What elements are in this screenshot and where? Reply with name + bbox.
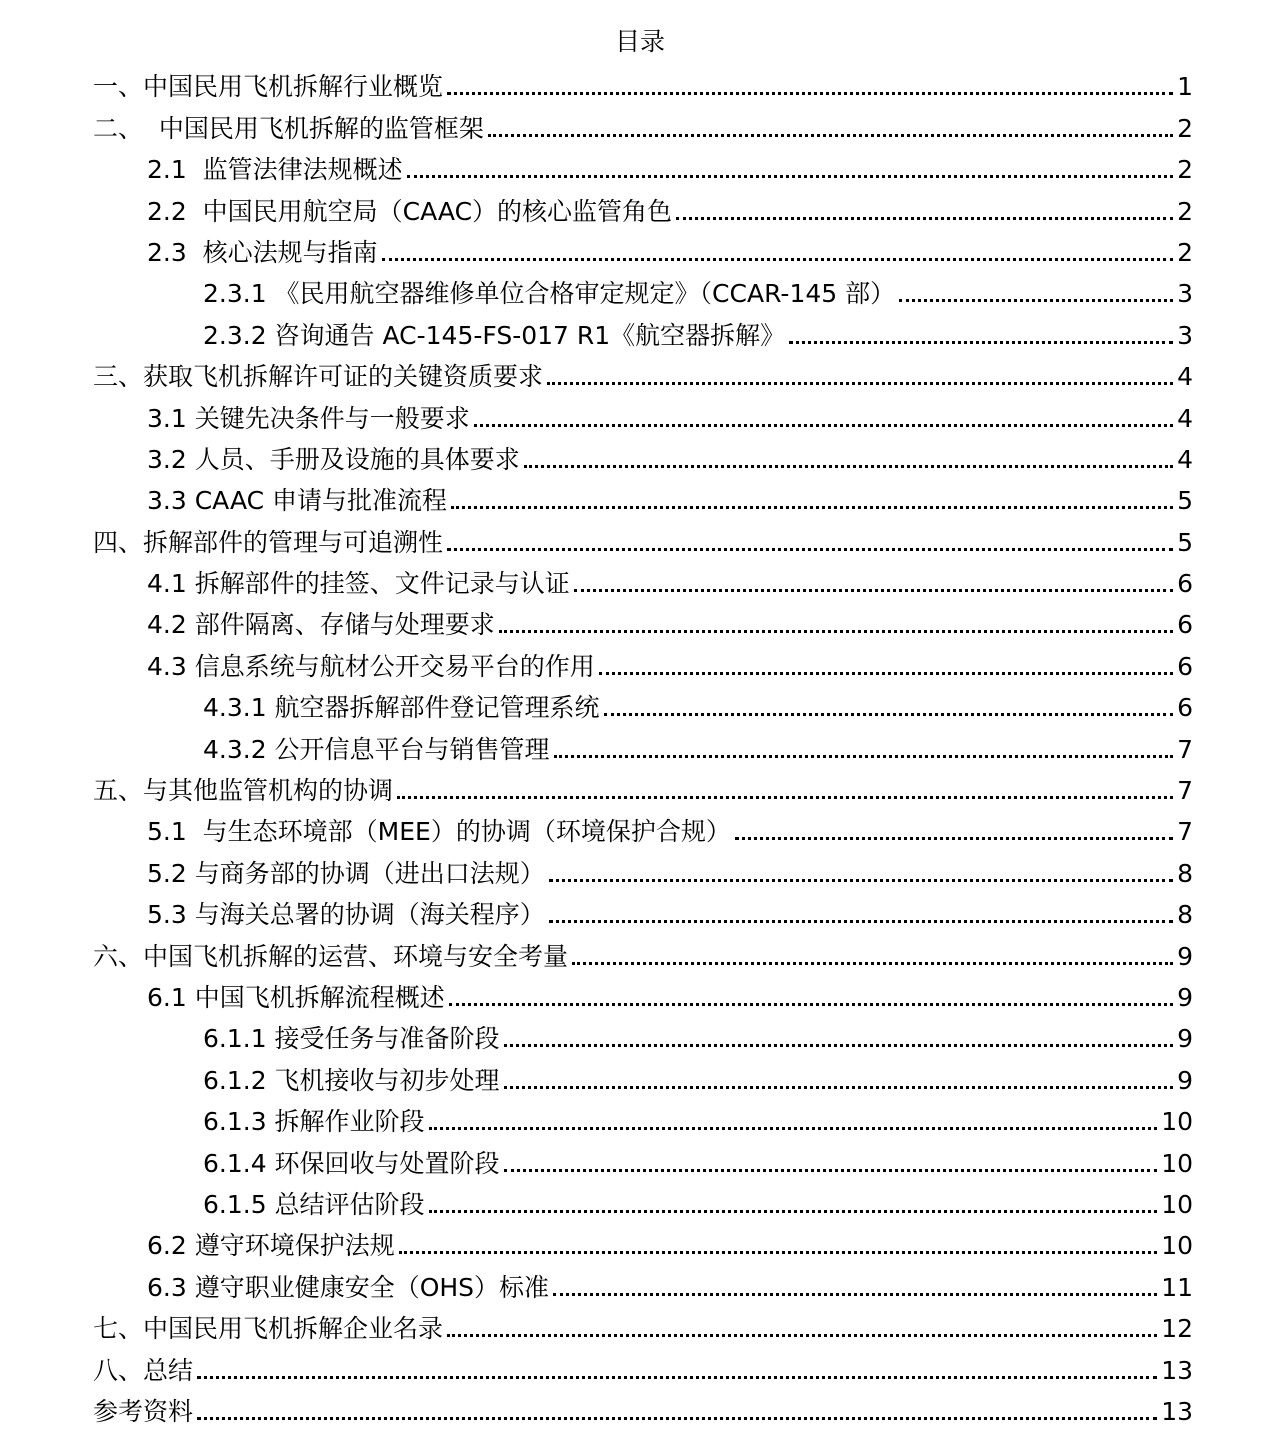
toc-entry[interactable] [0,683,1280,724]
toc-page-number: 8 [1177,900,1193,930]
toc-page-number: 1 [1177,72,1193,102]
toc-page-number: 9 [1177,982,1193,1012]
toc-leader-dots [604,713,1174,716]
toc-entry[interactable] [0,228,1280,269]
toc-entry[interactable] [0,476,1280,517]
toc-leader-dots [554,755,1174,758]
toc-leader-dots [407,175,1173,178]
toc-page-number: 3 [1177,279,1193,309]
toc-page-number: 13 [1161,1396,1193,1426]
toc-entry-text: 四、拆解部件的管理与可追溯性 [93,527,444,557]
toc-entry-text: 6.3 遵守职业健康安全（OHS）标准 [147,1272,550,1302]
toc-leader-dots [197,1376,1157,1379]
toc-entry[interactable] [0,807,1280,848]
toc-leader-dots [547,382,1173,385]
toc-entry-text: 6.1.1 接受任务与准备阶段 [203,1024,500,1054]
toc-page-number: 2 [1177,155,1193,185]
toc-leader-dots [524,465,1173,468]
toc-entry-text: 二、 中国民用飞机拆解的监管框架 [93,113,484,143]
toc-entry-text: 6.1.5 总结评估阶段 [203,1189,425,1219]
toc-leader-dots [504,1086,1174,1089]
toc-page-number: 8 [1177,858,1193,888]
toc-page-number: 6 [1177,693,1193,723]
toc-page-number: 9 [1177,1065,1193,1095]
toc-entry-text: 五、与其他监管机构的协调 [93,776,394,806]
toc-entry-text: 2.2 中国民用航空局（CAAC）的核心监管角色 [147,196,673,226]
toc-leader-dots [474,424,1173,427]
toc-entry[interactable] [0,1014,1280,1055]
toc-entry-text: 5.3 与海关总署的协调（海关程序） [147,900,545,930]
toc-page-number: 3 [1177,320,1193,350]
toc-leader-dots [735,837,1173,840]
toc-entry[interactable] [0,600,1280,641]
toc-entry[interactable] [0,1221,1280,1262]
toc-entry[interactable] [0,310,1280,351]
toc-leader-dots [451,506,1173,509]
toc-entry-text: 参考资料 [93,1396,194,1426]
toc-entry[interactable] [0,559,1280,600]
toc-leader-dots [447,548,1173,551]
toc-leader-dots [504,1044,1174,1047]
toc-entry[interactable] [0,1345,1280,1386]
toc-entry[interactable] [0,1055,1280,1096]
toc-page-number: 10 [1161,1231,1193,1261]
toc-page-number: 7 [1177,734,1193,764]
toc-entry[interactable] [0,393,1280,434]
toc-page-number: 10 [1161,1189,1193,1219]
toc-entry-text: 一、中国民用飞机拆解行业概览 [93,72,444,102]
toc-entry-text: 3.2 人员、手册及设施的具体要求 [147,444,520,474]
toc-entry-text: 5.1 与生态环境部（MEE）的协调（环境保护合规） [147,817,731,847]
toc-leader-dots [549,920,1173,923]
toc-entry[interactable] [0,103,1280,144]
toc-entry-text: 6.1 中国飞机拆解流程概述 [147,982,445,1012]
toc-page-number: 10 [1161,1107,1193,1137]
toc-page-number: 2 [1177,113,1193,143]
toc-entry-text: 4.2 部件隔离、存储与处理要求 [147,610,495,640]
toc-entry-text: 4.3 信息系统与航材公开交易平台的作用 [147,651,595,681]
toc-entry[interactable] [0,517,1280,558]
toc-leader-dots [397,796,1173,799]
toc-entry[interactable] [0,931,1280,972]
toc-page-number: 4 [1177,362,1193,392]
toc-entry[interactable] [0,890,1280,931]
toc-entry[interactable] [0,641,1280,682]
toc-entry[interactable] [0,848,1280,889]
toc-entry[interactable] [0,435,1280,476]
toc-entry[interactable] [0,1097,1280,1138]
toc-leader-dots [488,134,1173,137]
toc-entry[interactable] [0,352,1280,393]
toc-leader-dots [789,341,1173,344]
toc-entry-text: 6.1.2 飞机接收与初步处理 [203,1065,500,1095]
toc-entry-text: 6.1.3 拆解作业阶段 [203,1107,425,1137]
toc-page-number: 2 [1177,237,1193,267]
toc-leader-dots [574,589,1173,592]
toc-entry[interactable] [0,1138,1280,1179]
toc-entry-text: 六、中国飞机拆解的运营、环境与安全考量 [93,941,569,971]
toc-leader-dots [572,962,1173,965]
toc-leader-dots [899,299,1173,302]
toc-page-number: 13 [1161,1355,1193,1385]
toc-entry[interactable] [0,1304,1280,1345]
toc-page-number: 7 [1177,776,1193,806]
toc-entry[interactable] [0,724,1280,765]
toc-page-number: 12 [1161,1314,1193,1344]
toc-entry[interactable] [0,186,1280,227]
toc-entry[interactable] [0,62,1280,103]
toc-page-number: 5 [1177,527,1193,557]
toc-leader-dots [504,1169,1158,1172]
toc-leader-dots [447,1334,1157,1337]
toc-page-number: 6 [1177,610,1193,640]
toc-leader-dots [447,92,1173,95]
toc-leader-dots [549,879,1173,882]
toc-entry[interactable] [0,1180,1280,1221]
toc-entry[interactable] [0,145,1280,186]
toc-page-number: 6 [1177,569,1193,599]
toc-page-number: 4 [1177,403,1193,433]
toc-page-number: 9 [1177,941,1193,971]
toc-page-number: 7 [1177,817,1193,847]
toc-page-number: 5 [1177,486,1193,516]
toc-page-number: 11 [1161,1272,1193,1302]
toc-entry-text: 4.3.2 公开信息平台与销售管理 [203,734,550,764]
toc-leader-dots [499,630,1173,633]
toc-leader-dots [197,1417,1157,1420]
toc-leader-dots [429,1210,1158,1213]
toc-entry-text: 2.3.1 《民用航空器维修单位合格审定规定》（CCAR-145 部） [203,279,896,309]
toc-title: 目录 [614,27,665,56]
toc-entry-text: 4.3.1 航空器拆解部件登记管理系统 [203,693,600,723]
toc-page-number: 2 [1177,196,1193,226]
toc-leader-dots [429,1127,1158,1130]
toc-entry[interactable] [0,973,1280,1014]
toc-page-number: 4 [1177,444,1193,474]
toc-leader-dots [449,1003,1173,1006]
toc-entry-text: 2.3.2 咨询通告 AC-145-FS-017 R1《航空器拆解》 [203,320,786,350]
toc-entry-text: 八、总结 [93,1355,194,1385]
toc-entry-text: 5.2 与商务部的协调（进出口法规） [147,858,545,888]
toc-entry[interactable] [0,1262,1280,1303]
toc-entry-text: 6.2 遵守环境保护法规 [147,1231,395,1261]
toc-entry[interactable] [0,1387,1280,1428]
toc-leader-dots [676,217,1173,220]
toc-entry-text: 6.1.4 环保回收与处置阶段 [203,1148,500,1178]
toc-leader-dots [553,1293,1157,1296]
toc-entry-text: 2.3 核心法规与指南 [147,237,378,267]
toc-page-number: 10 [1161,1148,1193,1178]
toc-leader-dots [382,258,1173,261]
toc-entry-text: 3.1 关键先决条件与一般要求 [147,403,470,433]
toc-entry-text: 三、获取飞机拆解许可证的关键资质要求 [93,362,544,392]
toc-page-number: 9 [1177,1024,1193,1054]
toc-entry-text: 七、中国民用飞机拆解企业名录 [93,1314,444,1344]
toc-entry[interactable] [0,269,1280,310]
toc-leader-dots [399,1251,1157,1254]
toc-leader-dots [599,672,1173,675]
toc-page-number: 6 [1177,651,1193,681]
toc-entry[interactable] [0,766,1280,807]
toc-entry-text: 3.3 CAAC 申请与批准流程 [147,486,448,516]
toc-entry-text: 4.1 拆解部件的挂签、文件记录与认证 [147,569,570,599]
toc-list [0,62,1280,1428]
toc-entry-text: 2.1 监管法律法规概述 [147,155,403,185]
